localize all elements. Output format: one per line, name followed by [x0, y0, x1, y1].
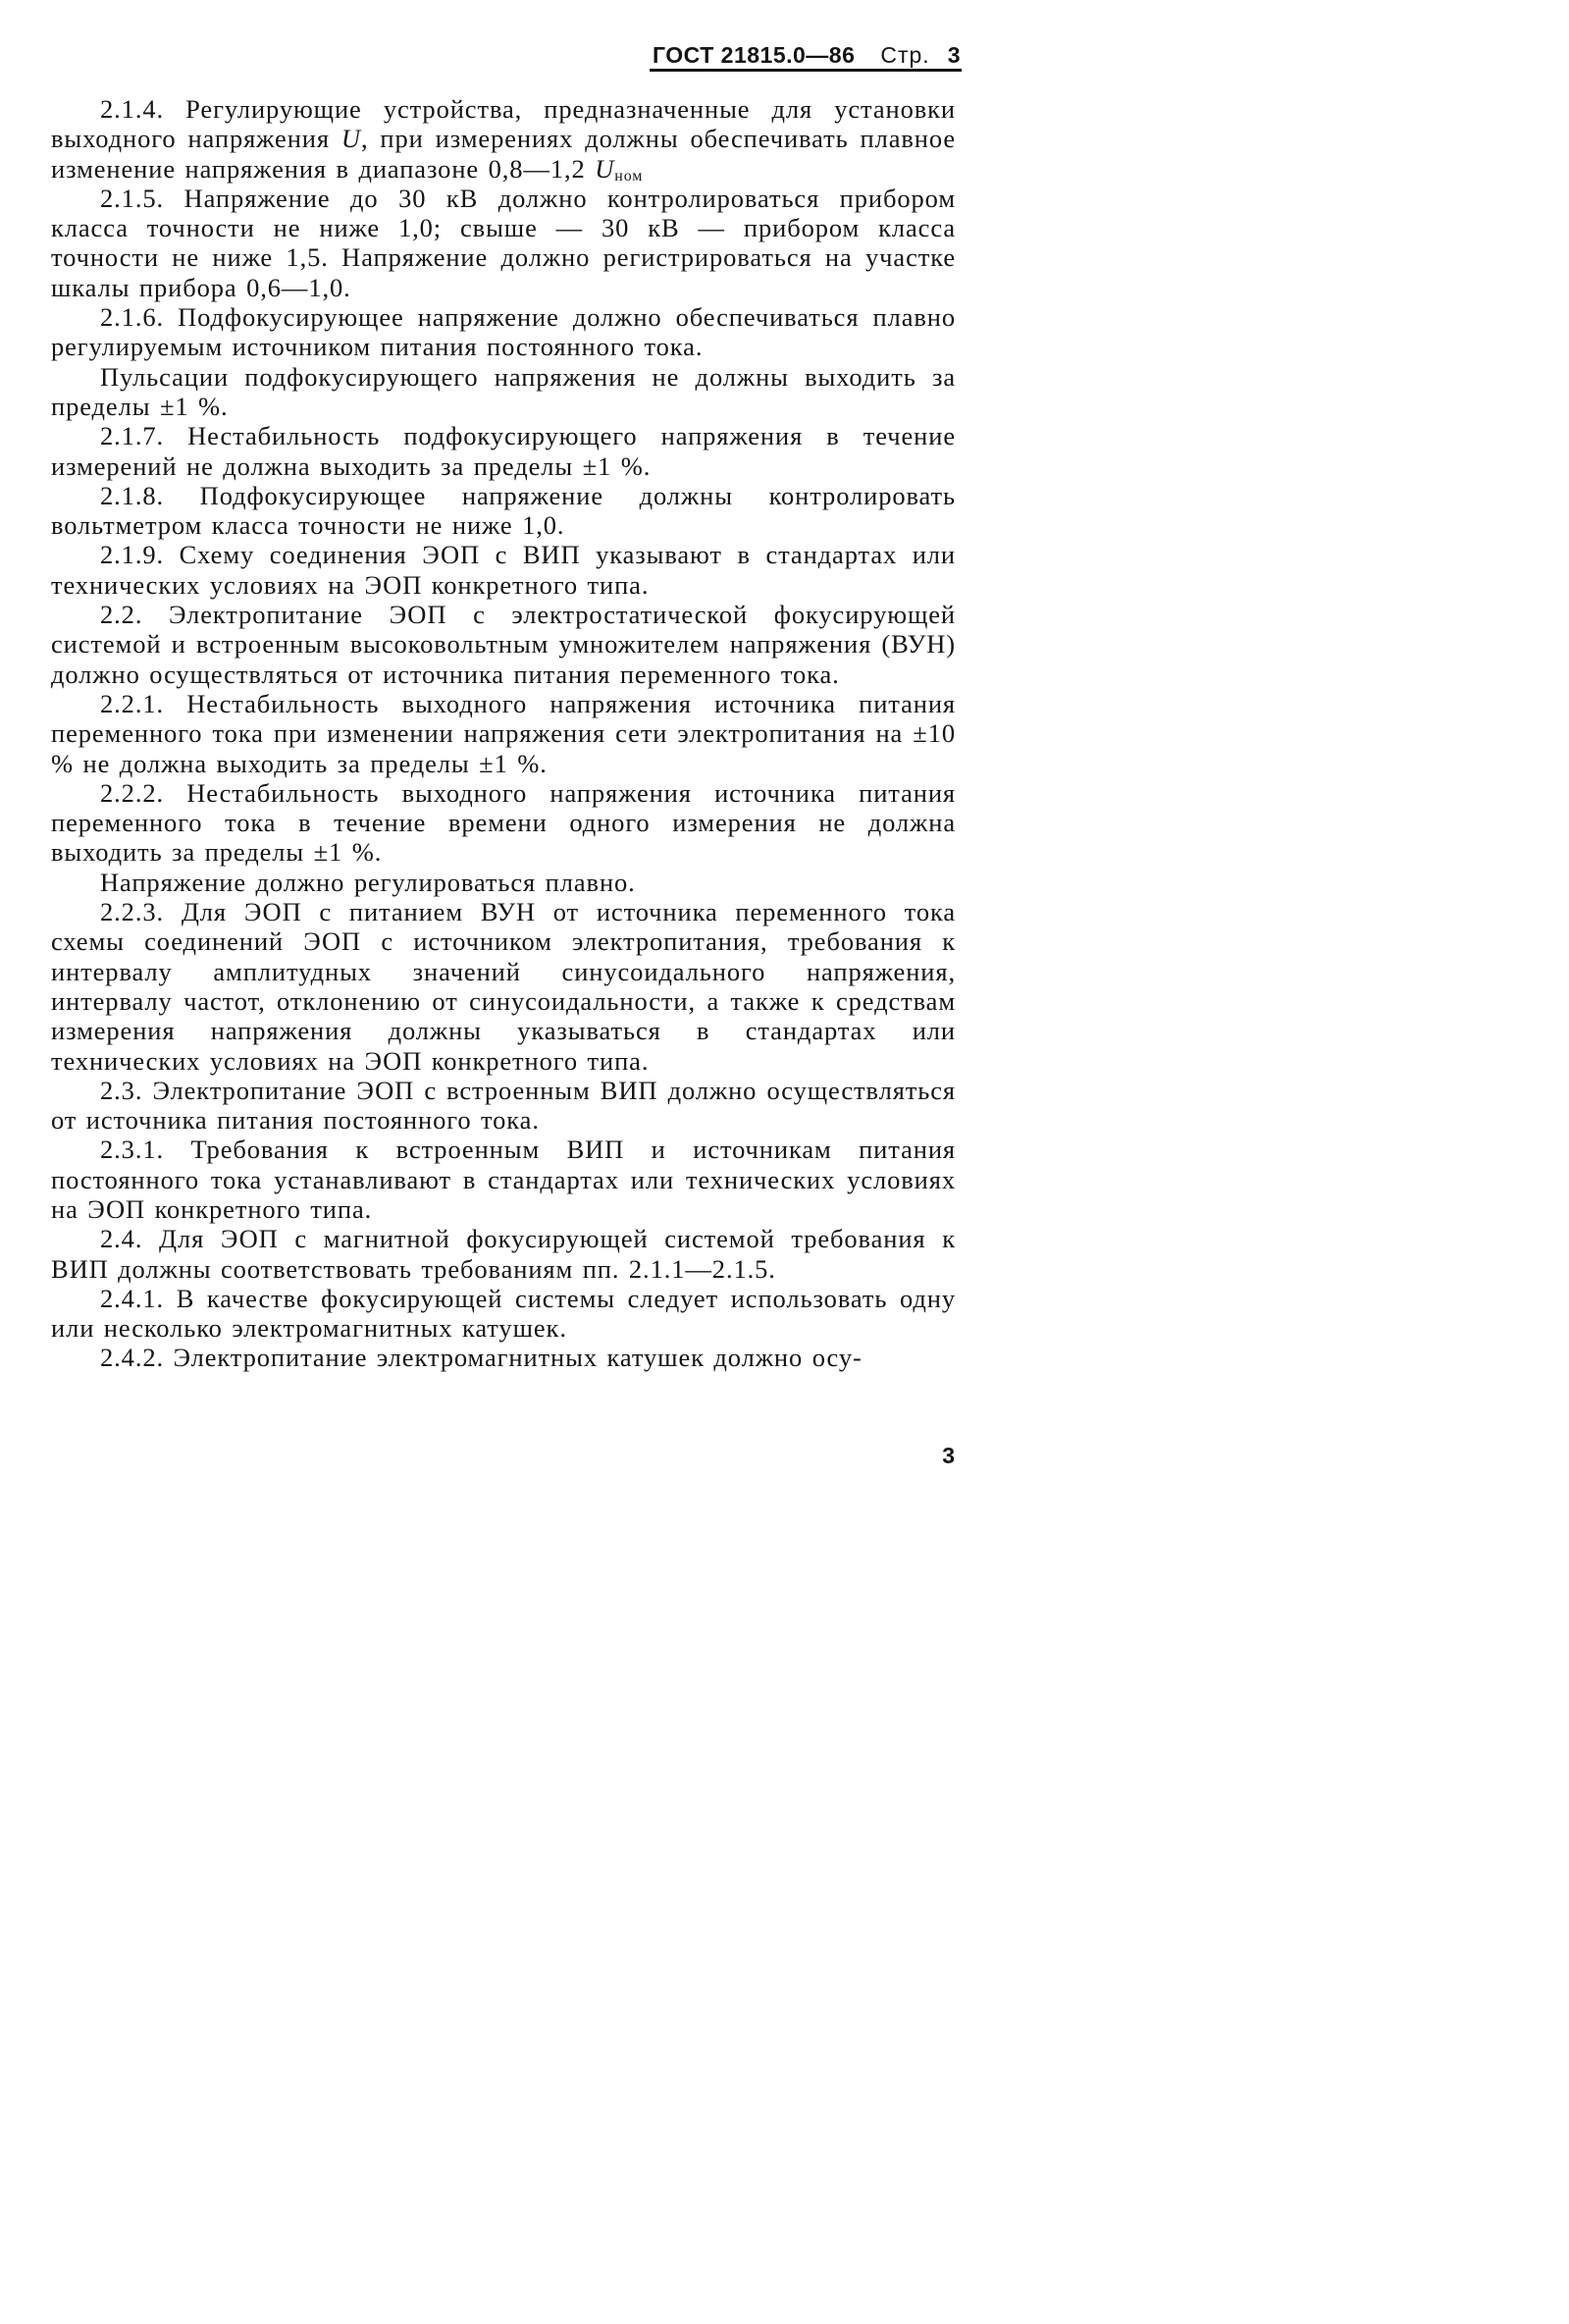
paragraph-2-1-8: 2.1.8. Подфокусирующее напряжение должны контролировать вольтметром класса точности не ниже 1,0. [51, 480, 956, 541]
paragraph-2-1-4: 2.1.4. Регулирующие устройства, предназначенные для установки выходного напряжения U, при измерениях должны обеспечивать плавное изменение напряжения в диапазоне 0,8—1,2 $U_{ном}$ [51, 94, 957, 185]
paragraph-2-4-2: 2.4.2. Электропитание электромагнитных катушек должно осу- [100, 1343, 863, 1373]
paragraph-2-2-2: 2.2.2. Нестабильность выходного напряжения источника питания переменного тока в течение времени одного измерения не должна выходить за пределы ±1 %. [51, 777, 956, 868]
paragraph-2-2-1: 2.2.1. Нестабильность выходного напряжения источника питания переменного тока при изменении напряжения сети электропитания на ±10 % не должна выходить за пределы ±1 %. [51, 688, 956, 778]
paragraph-2-4: 2.4. Для ЭОП с магнитной фокусирующей системой требования к ВИП должны соответствовать требованиям пп. 2.1.1—2.1.5. [51, 1224, 956, 1284]
running-header [653, 33, 961, 69]
paragraph-2-3-1: 2.3.1. Требования к встроенным ВИП и источникам питания постоянного тока устанавливают в стандартах или технических условиях на ЭОП конкретного типа. [51, 1135, 956, 1224]
header-rule [650, 69, 962, 72]
document-page [0, 0, 1025, 1539]
paragraph-2-2-3: 2.2.3. Для ЭОП с питанием ВУН от источника переменного тока схемы соединений ЭОП с источником электропитания, требования к интервалу амплитудных значений синусоидального напряжения, интервалу частот, отклонению от синусоидальности, а также к средствам измерения напряжения должны указываться в стандартах или технических условиях на ЭОП конкретного типа. [51, 897, 956, 1076]
page-number: 3 [942, 1443, 955, 1468]
standard-designation: ГОСТ 21815.0—86 [653, 42, 856, 68]
paragraph-2-1-7: 2.1.7. Нестабильность подфокусирующего напряжения в течение измерений не должна выходить за пределы ±1 %. [51, 421, 956, 481]
header-page-number: 3 [947, 42, 961, 68]
page-label: Стр. [880, 42, 930, 68]
paragraph-2-1-9: 2.1.9. Схему соединения ЭОП с ВИП указывают в стандартах или технических условиях на ЭОП конкретного типа. [51, 540, 956, 600]
paragraph-smooth-regulation: Напряжение должно регулироваться плавно. [100, 867, 636, 897]
paragraph-2-4-1: 2.4.1. В качестве фокусирующей системы следует использовать одну или несколько электромагнитных катушек. [51, 1283, 956, 1344]
paragraph-2-3: 2.3. Электропитание ЭОП с встроенным ВИП должно осуществляться от источника питания постоянного тока. [51, 1075, 956, 1136]
paragraph-2-1-6: 2.1.6. Подфокусирующее напряжение должно обеспечиваться плавно регулируемым источником питания постоянного тока. [51, 302, 956, 362]
body-text [51, 94, 956, 1373]
paragraph-ripple: Пульсации подфокусирующего напряжения не должны выходить за пределы ±1 %. [51, 361, 956, 421]
paragraph-2-1-5: 2.1.5. Напряжение до 30 кВ должно контролироваться прибором класса точности не ниже 1,0; свыше — 30 кВ — прибором класса точности не ниже 1,5. Напряжение должно регистрироваться на участке шкалы прибора 0,6—1,0. [51, 183, 956, 302]
paragraph-2-2: 2.2. Электропитание ЭОП с электростатической фокусирующей системой и встроенным высоковольтным умножителем напряжения (ВУН) должно осуществляться от источника питания переменного тока. [51, 600, 956, 689]
